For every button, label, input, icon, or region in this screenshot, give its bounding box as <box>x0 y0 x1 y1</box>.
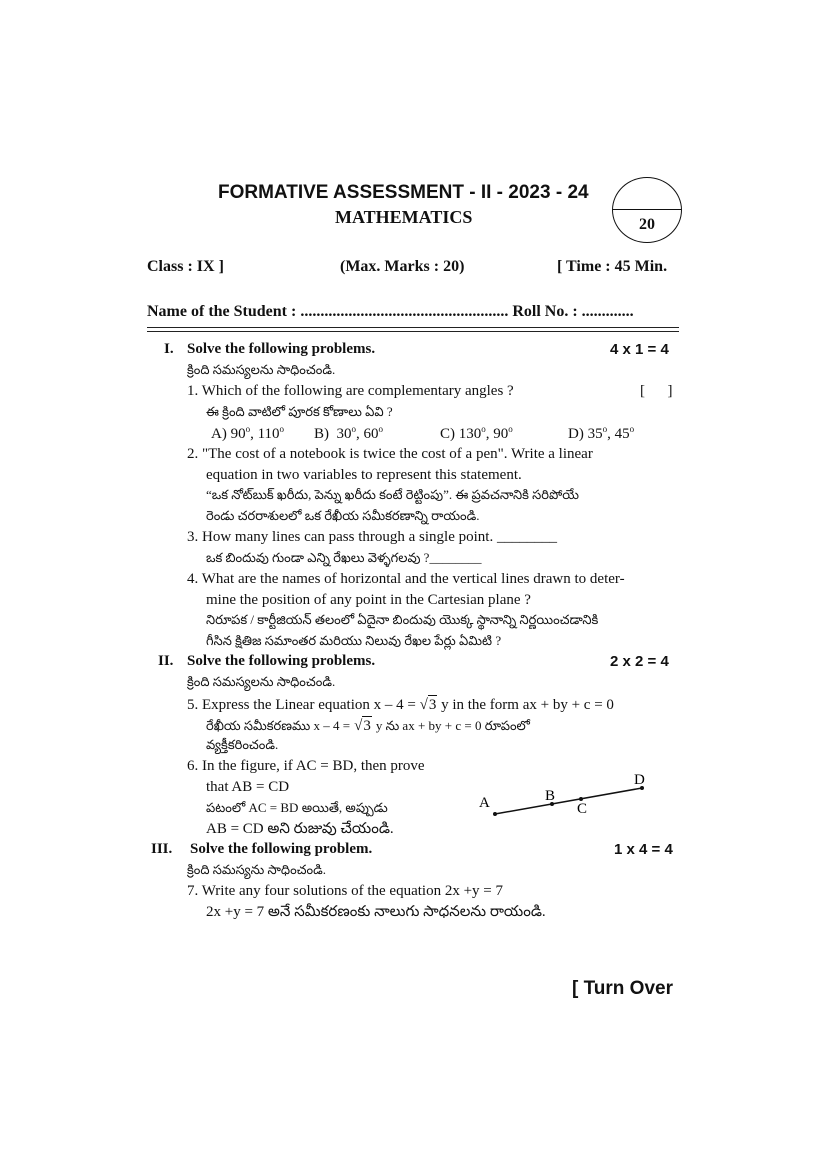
question-2-telugu-2: రెండు చరరాశులలో ఒక రేఖీయ సమీకరణాన్ని రాయండి. <box>206 508 480 523</box>
question-7: 7. Write any four solutions of the equation 2x +y = 7 <box>187 883 503 899</box>
divider <box>147 331 679 332</box>
question-6-telugu-1: పటంలో AC = BD అయితే, అప్పుడు <box>206 800 388 815</box>
question-1: 1. Which of the following are complementary angles ? <box>187 383 514 399</box>
question-2-line2: equation in two variables to represent this statement. <box>206 467 522 483</box>
question-6-telugu-2: AB = CD అని రుజువు చేయండి. <box>206 821 394 837</box>
label-c: C <box>577 801 588 817</box>
option-c: C) 130$^o$, 90$^o$ <box>440 424 513 442</box>
question-6-line2: that AB = CD <box>206 779 290 795</box>
question-7-telugu: 2x +y = 7 అనే సమీకరణంకు నాలుగు సాధనలను రాయండి. <box>206 904 546 920</box>
question-2-telugu-1: “ఒక నోట్‌బుక్ ఖరీదు, పెన్ను ఖరీదు కంటే రెట్టింపు”. ఈ ప్రవచనానికి సరిపోయే <box>206 487 579 502</box>
question-3-telugu: ఒక బిందువు గుండా ఎన్ని రేఖలు వెళ్ళగలవు ?________ <box>206 550 482 565</box>
exam-title: FORMATIVE ASSESSMENT - II - 2023 - 24 <box>218 182 589 203</box>
section-instruction-telugu: క్రింది సమస్యలను సాధించండి. <box>187 362 336 377</box>
question-5: 5. Express the Linear equation x – 4 = √3 y in the form ax + by + c = 0 <box>187 697 614 713</box>
section-instruction-telugu: క్రింది సమస్యను సాధించండి. <box>187 862 327 877</box>
subject-title: MATHEMATICS <box>335 207 473 227</box>
square-root: √3 <box>354 718 371 734</box>
point-a <box>493 812 497 816</box>
section-title: Solve the following problems. <box>187 653 376 669</box>
question-3: 3. How many lines can pass through a single point. ________ <box>187 529 557 545</box>
name-roll-line: Name of the Student : .................................................... Roll No. : ............. <box>147 303 634 320</box>
question-5-telugu: రేఖీయ సమీకరణము x – 4 = √3 y ను ax + by + c = 0 రూపంలో <box>206 718 530 734</box>
label-a: A <box>479 795 490 811</box>
score-circle <box>612 177 682 243</box>
section-marks: 4 x 1 = 4 <box>610 341 669 358</box>
divider <box>147 327 679 328</box>
square-root: √3 <box>419 697 437 713</box>
question-5-telugu-2: వ్యక్తీకరించండి. <box>206 737 279 752</box>
question-1-telugu: ఈ క్రింది వాటిలో పూరక కోణాలు ఏవి ? <box>206 404 393 419</box>
line-segment-figure <box>470 766 670 826</box>
section-number: II. <box>158 653 174 669</box>
label-d: D <box>634 772 645 788</box>
question-4-line2: mine the position of any point in the Cartesian plane ? <box>206 592 531 608</box>
question-4-telugu-1: నిరూపక / కార్టీజియన్ తలంలో ఏదైనా బిందువు యొక్క స్థానాన్ని నిర్ణయించడానికి <box>206 612 599 627</box>
class-label: Class : IX ] <box>147 258 224 275</box>
section-number: I. <box>164 341 174 357</box>
section-title: Solve the following problem. <box>190 841 373 857</box>
option-b: B) 30$^o$, 60$^o$ <box>314 424 383 442</box>
question-4-line1: 4. What are the names of horizontal and the vertical lines drawn to deter- <box>187 571 625 587</box>
section-title: Solve the following problems. <box>187 341 376 357</box>
option-a: A) 90$^o$, 110$^o$ <box>211 424 285 442</box>
question-2-line1: 2. "The cost of a notebook is twice the cost of a pen". Write a linear <box>187 446 593 462</box>
section-number: III. <box>151 841 173 857</box>
turn-over: [ Turn Over <box>572 978 673 999</box>
time-label: [ Time : 45 Min. <box>557 258 668 275</box>
option-d: D) 35$^o$, 45$^o$ <box>568 424 635 442</box>
max-marks: (Max. Marks : 20) <box>340 258 465 275</box>
score-total: 20 <box>639 216 655 233</box>
line-ad <box>495 788 642 814</box>
label-b: B <box>545 788 556 804</box>
question-4-telugu-2: గీసిన క్షితిజ సమాంతర మరియు నిలువు రేఖల పేర్లు ఏమిటి ? <box>206 633 502 648</box>
answer-bracket: [ ] <box>640 383 673 399</box>
section-marks: 2 x 2 = 4 <box>610 653 669 670</box>
question-6-line1: 6. In the figure, if AC = BD, then prove <box>187 758 425 774</box>
section-marks: 1 x 4 = 4 <box>614 841 673 858</box>
section-instruction-telugu: క్రింది సమస్యలను సాధించండి. <box>187 674 336 689</box>
